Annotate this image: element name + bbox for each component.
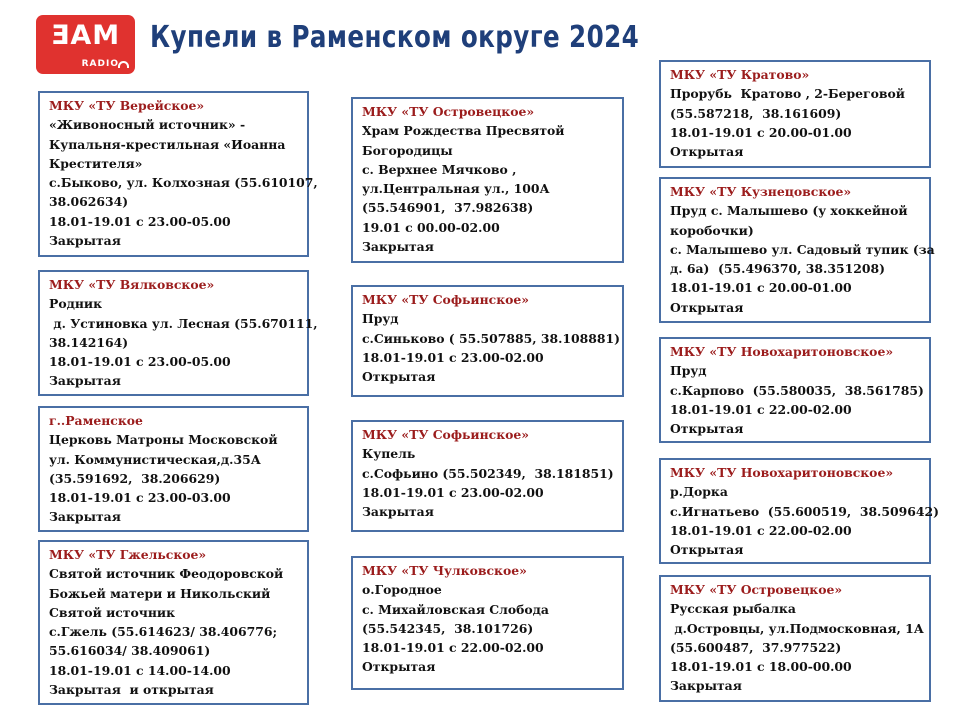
card-line: (55.587218, 38.161609) [670,105,842,121]
card-line: Купальня-крестильная «Иоанна [49,136,286,152]
card-line: д.Островцы, ул.Подмосковная, 1А [670,620,924,636]
card-line: с.Карпово (55.580035, 38.561785) [670,382,924,398]
card-line: (35.591692, 38.206629) [49,470,221,486]
card-kratovo [659,60,931,168]
card-line: Закрытая [49,373,121,389]
card-line: 38.142164) [49,334,129,350]
card-heading: МКУ «ТУ Новохаритоновское» [670,465,894,480]
card-vereyskoe [38,91,318,257]
logo-sub-text: RADIO [81,59,119,69]
card-line: д. 6а) (55.496370, 38.351208) [670,261,885,277]
card-novokharitonovskoe-1 [659,337,931,443]
card-line: Открытая [670,299,744,315]
card-gzhelskoe [38,540,309,705]
card-line: ул. Коммунистическая,д.35А [49,451,261,467]
card-line: 55.616034/ 38.409061) [49,643,211,659]
card-line: Открытая [362,659,436,675]
card-line: Закрытая [670,678,742,694]
card-novokharitonovskoe-2 [659,458,939,564]
card-line: Пруд [362,311,399,327]
card-line: Храм Рождества Пресвятой [362,123,565,139]
card-line: Открытая [670,144,744,160]
card-line: ул.Центральная ул., 100А [362,181,550,197]
card-line: с.Быково, ул. Колхозная (55.610107, [49,175,318,191]
card-line: 19.01 с 00.00-02.00 [362,219,500,235]
card-line: Закрытая [49,509,121,525]
card-line: 18.01-19.01 с 23.00-02.00 [362,484,544,500]
ram-radio-logo [36,15,135,74]
card-line: 18.01-19.01 с 23.00-05.00 [49,213,231,229]
card-line: с. Михайловская Слобода [362,601,549,617]
card-line: Открытая [670,421,744,437]
card-line: 18.01-19.01 с 20.00-01.00 [670,124,852,140]
card-line: Открытая [670,542,744,558]
card-heading: МКУ «ТУ Чулковское» [362,563,527,578]
card-line: коробочки) [670,222,754,238]
card-heading: МКУ «ТУ Кузнецовское» [670,184,852,199]
card-heading: МКУ «ТУ Софьинское» [362,292,530,307]
card-line: с.Синьково ( 55.507885, 38.108881) [362,330,621,346]
card-kuznetsovskoe [659,177,935,323]
card-chulkovskoe [351,556,624,690]
card-line: д. Устиновка ул. Лесная (55.670111, [49,315,318,331]
card-line: с. Малышево ул. Садовый тупик (за [670,241,935,257]
card-heading: МКУ «ТУ Островецкое» [362,104,535,119]
card-line: Открытая [362,369,436,385]
card-line: Родник [49,296,103,312]
card-line: с.Игнатьево (55.600519, 38.509642) [670,503,939,519]
card-line: «Живоносный источник» - [49,117,246,133]
card-line: Пруд с. Малышево (у хоккейной [670,203,908,219]
card-ramenskoe [38,406,309,532]
card-line: 18.01-19.01 с 23.00-03.00 [49,490,231,506]
card-heading: МКУ «ТУ Софьинское» [362,427,530,442]
card-line: Закрытая [362,239,434,255]
card-line: (55.600487, 37.977522) [670,639,842,655]
card-line: Закрытая [49,233,121,249]
page-title: Купели в Раменском округе 2024 [150,20,640,55]
card-line: Крестителя» [49,155,143,171]
card-heading: МКУ «ТУ Новохаритоновское» [670,344,894,359]
card-line: р.Дорка [670,484,728,500]
card-line: Пруд [670,363,707,379]
card-line: Божьей матери и Никольский [49,585,271,601]
card-line: с.Софьино (55.502349, 38.181851) [362,465,614,481]
card-line: 18.01-19.01 с 18.00-00.00 [670,659,852,675]
card-heading: МКУ «ТУ Вялковское» [49,277,215,292]
card-line: 18.01-19.01 с 20.00-01.00 [670,280,852,296]
card-line: (55.542345, 38.101726) [362,620,534,636]
card-line: с. Верхнее Мячково , [362,161,517,177]
headphones-icon [118,61,129,68]
card-heading: МКУ «ТУ Кратово» [670,67,810,82]
card-line: (55.546901, 37.982638) [362,200,534,216]
card-sofinskoe-2 [351,420,624,532]
card-line: 38.062634) [49,194,129,210]
card-line: Закрытая и открытая [49,682,214,698]
card-line: 18.01-19.01 с 23.00-02.00 [362,349,544,365]
card-line: Святой источник Феодоровской [49,566,284,582]
card-heading: МКУ «ТУ Верейское» [49,98,205,113]
card-line: 18.01-19.01 с 22.00-02.00 [670,522,852,538]
card-line: 18.01-19.01 с 22.00-02.00 [670,401,852,417]
card-sofinskoe-1 [351,285,624,397]
card-line: с.Гжель (55.614623/ 38.406776; [49,624,278,640]
card-line: Купель [362,446,416,462]
card-heading: г..Раменское [49,413,143,428]
card-line: Прорубь Кратово , 2-Береговой [670,86,905,102]
card-vyalkovskoe [38,270,318,396]
card-line: 18.01-19.01 с 22.00-02.00 [362,640,544,656]
logo-main-text: ƎAM [50,20,121,51]
card-line: Русская рыбалка [670,601,796,617]
card-line: о.Городное [362,582,442,598]
card-ostrovetskoe-2 [659,575,931,702]
card-line: Богородицы [362,142,453,158]
card-heading: МКУ «ТУ Гжельское» [49,547,207,562]
card-line: 18.01-19.01 с 23.00-05.00 [49,354,231,370]
card-line: Святой источник [49,604,176,620]
card-heading: МКУ «ТУ Островецкое» [670,582,843,597]
card-ostrovetskoe-1 [351,97,624,263]
card-line: Церковь Матроны Московской [49,432,278,448]
card-line: Закрытая [362,504,434,520]
card-line: 18.01-19.01 с 14.00-14.00 [49,662,231,678]
